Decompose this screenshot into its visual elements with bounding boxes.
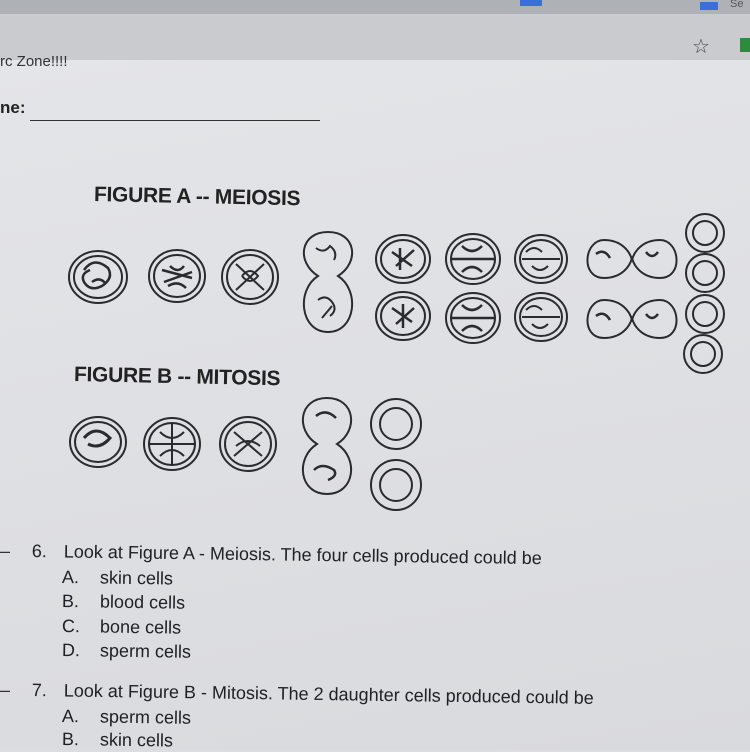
option-text: skin cells (99, 567, 174, 589)
option-text: bone cells (99, 616, 182, 638)
option-letter: A. (61, 567, 80, 588)
answer-option[interactable] (62, 616, 181, 639)
mitosis-stage-4 (303, 398, 351, 494)
tab-title-snippet[interactable]: Se (730, 0, 744, 10)
meiosis-stage-2 (149, 250, 205, 302)
margin-mark: – (0, 680, 11, 700)
meiosis-stage-4 (304, 232, 352, 332)
answer-option[interactable] (62, 591, 185, 614)
question-text: Look at Figure A - Meiosis. The four cells produced could be (63, 541, 542, 569)
option-letter: B. (61, 729, 80, 750)
option-text: skin cells (99, 729, 174, 751)
question-number: 7. (31, 680, 48, 701)
option-letter: C. (61, 616, 81, 637)
option-text: sperm cells (99, 640, 192, 662)
meiosis-stage-3 (222, 250, 278, 304)
figure-b-heading: FIGURE B -- MITOSIS (73, 363, 281, 391)
name-label: ne: (0, 98, 26, 117)
mitosis-two-cells (371, 399, 421, 510)
option-letter: A. (61, 706, 80, 727)
option-text: blood cells (99, 591, 186, 613)
star-icon[interactable]: ☆ (692, 36, 710, 58)
question-number: 6. (31, 541, 48, 562)
meiosis-stage-8 (587, 240, 676, 338)
mitosis-stage-1 (70, 417, 126, 467)
meiosis-stage-7 (515, 235, 567, 341)
mitosis-stage-2 (144, 418, 200, 470)
option-letter: D. (61, 640, 81, 661)
option-letter: B. (61, 591, 80, 612)
mitosis-stage-3 (220, 417, 276, 471)
question-text: Look at Figure B - Mitosis. The 2 daughter cells produced could be (63, 680, 594, 708)
option-text: sperm cells (99, 706, 192, 728)
meiosis-stage-5 (376, 235, 430, 340)
answer-option[interactable] (62, 729, 173, 752)
answer-option[interactable] (62, 640, 191, 663)
answer-option[interactable] (62, 567, 173, 590)
meiosis-stage-1 (69, 251, 127, 303)
meiosis-stage-6 (446, 234, 500, 343)
meiosis-four-cells (684, 214, 724, 373)
margin-mark: – (0, 541, 11, 561)
answer-option[interactable] (62, 706, 191, 729)
document-title: rc Zone!!!! (0, 53, 68, 70)
figure-a-heading: FIGURE A -- MEIOSIS (93, 183, 301, 211)
